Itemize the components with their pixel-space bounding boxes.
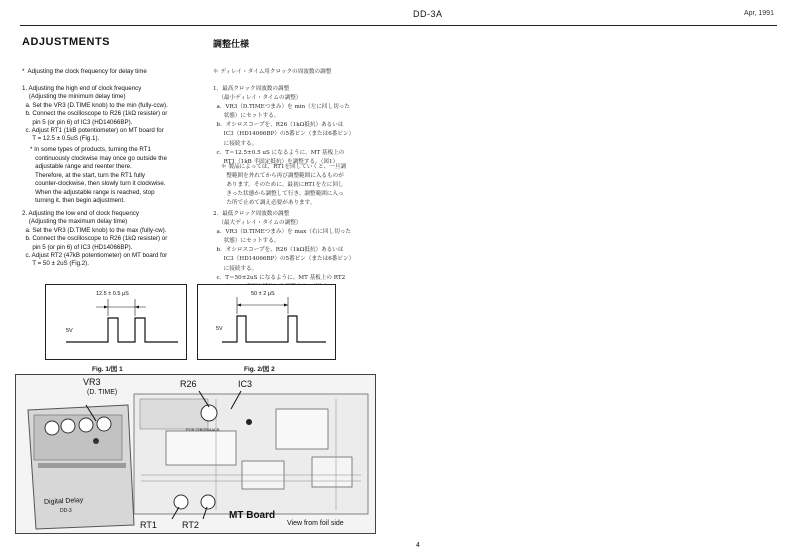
section1-english: 1. Adjusting the high end of clock frequency (Adjusting the minimum delay time) a. Set the VR3 (D.TIME knob) to the min (fully-ccw). b. Connect the oscilloscope to R26 (1kΩ resister) or pin 5 (or pin 6) of IC3 (HD14066BP). c. Adjust RT1 (1kB potentiometer) on MT board for T = 12.5 ± 0.5uS (Fig.1). (22, 85, 168, 143)
document-model: DD-3A (413, 9, 443, 19)
page-number: 4 (416, 542, 420, 549)
title-japanese: 調整仕様 (213, 40, 250, 50)
pedal-name-label: Digital Delay (43, 496, 84, 507)
vr3-subcallout: (D. TIME) (87, 389, 118, 396)
note1-japanese: ＊ 製品によっては、RT1を回していくと、一旦調 整範囲を外れてから再び調整範囲に入るものが あります。そのために、最初にRT1を左に回し きった状態から調整して行き、調整範囲に入っ た所で止めて調え必要があります。 (221, 164, 347, 207)
pedal-model-label: DD-3 (60, 508, 72, 514)
view-from-foil-side: View from foil side (287, 520, 344, 527)
figure2-period-label: 50 ± 2 μS (251, 291, 275, 297)
figure1-period-label: 12.5 ± 0.5 μS (96, 291, 129, 297)
figure2-caption: Fig. 2/図 2 (244, 366, 275, 373)
intro-japanese: ＊ ディレイ・タイム用クロックの周波数の調整 (213, 69, 332, 75)
figure1-voltage-label: 5V (66, 328, 73, 334)
header-rule (20, 25, 777, 26)
note1-english: * In some types of products, turning the RT1 continuously clockwise may once go outside the adjustable range and reenter there. Therefore, at the start, turn the RT1 fully counter-clockwise, then slowly turn it clockwise. When the adjustable range is reached, stop turning it, then begin adjustment. (30, 146, 167, 204)
vr3-callout: VR3 (83, 377, 101, 387)
figure2-voltage-label: 5V (216, 326, 223, 332)
r26-callout: R26 (180, 379, 197, 389)
intro-english: * Adjusting the clock frequency for delay time (22, 68, 147, 75)
rt2-callout: RT2 (182, 520, 199, 530)
pcb-code-label: PCB 22B2006ACB (186, 427, 220, 432)
mt-board-title: MT Board (229, 510, 276, 521)
document-date: Apr, 1991 (744, 10, 774, 17)
title-english: ADJUSTMENTS (22, 36, 111, 48)
ic3-callout: IC3 (238, 379, 253, 389)
section1-japanese: 1．最高クロック周波数の調整 （最小ディレイ・タイムの調整） a．VR3（D.TIMEつまみ）を min（左に回し切った 状態）にセットする。 b．オシロスコープを、R26（1kΩ抵抗）あるいは IC3（HD14066BP）の5番ピン（または6番ピン） に接続する。 c．T＝12.5±0.5 uS になるように、MT 基板上の RT1（1kB 半固定抵抗）を調整する。（図1） (213, 86, 355, 165)
section2-japanese: 2．最低クロック周波数の調整 （最大ディレイ・タイムの調整） a．VR3（D.TIMEつまみ）を max（右に回し切った 状態）にセットする。 b．オシロスコープを、R26（1kΩ抵抗）あるいは IC3（HD14066BP）の5番ピン（または6番ピン） に接続する。 c．T＝50±2uS になるように、MT 基板上の RT2 (213, 211, 355, 281)
rt1-callout: RT1 (140, 520, 157, 530)
section2-english: 2. Adjusting the low end of clock frequency (Adjusting the maximum delay time) a. Set the VR3 (D.TIME knob) to the max (fully-cw). b. Connect the oscilloscope to R26 (1kΩ resister) or pin 5 (or pin 6) of IC3 (HD14066BP). c. Adjust RT2 (47kB potentiometer) on MT board for T = 50 ± 2uS (Fig.2). (22, 210, 168, 268)
figure1-caption: Fig. 1/図 1 (92, 366, 123, 373)
